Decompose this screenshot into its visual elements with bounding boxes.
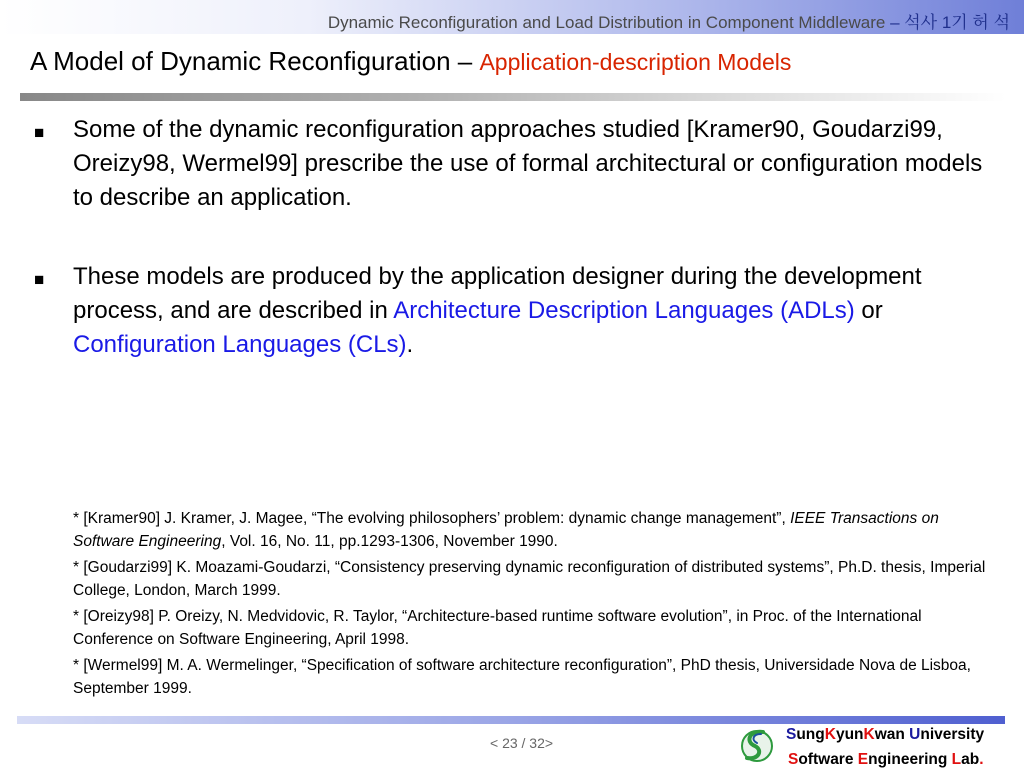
reference-item: * [Wermel99] M. A. Wermelinger, “Specification of software architecture reconfiguration”, PhD thesis, Universidade Nova de Lisboa, September 1999. <box>73 657 971 697</box>
university-name: SungKyunKwan University <box>786 726 985 743</box>
bullet-text-2 <box>73 260 1003 362</box>
reference-venue: IEEE Transactions on Software Engineering <box>73 510 939 550</box>
footer-divider <box>17 716 1005 724</box>
page-number: < 23 / 32> <box>490 735 554 751</box>
reference-item: * [Kramer90] J. Kramer, J. Magee, “The evolving philosophers’ problem: dynamic change management”, IEEE Transactions on Software Engineering, Vol. 16, No. 11, pp.1293-1306, November 1990. <box>73 510 939 550</box>
lab-name: Software Engineering Lab. <box>788 751 984 768</box>
title-sub: Application-description Models <box>479 49 792 75</box>
bullet-text-2b: or <box>854 297 883 324</box>
bullet-marker: ■ <box>34 270 45 289</box>
bullet-text-1: Some of the dynamic reconfiguration approaches studied [Kramer90, Goudarzi99, Oreizy98, Wermel99] prescribe the use of formal architectural or configuration models to describe an application. <box>73 116 983 211</box>
adl-term: Architecture Description Languages (ADLs) <box>393 297 855 324</box>
title-divider <box>20 93 1006 101</box>
running-title: Dynamic Reconfiguration and Load Distribution in Component Middleware <box>327 13 886 32</box>
skku-logo-icon <box>739 726 775 764</box>
reference-item: * [Oreizy98] P. Oreizy, N. Medvidovic, R. Taylor, “Architecture-based runtime software evolution”, in Proc. of the International Conference on Software Engineering, April 1998. <box>73 608 922 648</box>
slide-title <box>30 46 791 77</box>
author-label: – 석사 1기 허 석 <box>890 13 1010 32</box>
bullet-text-2c: . <box>406 331 414 358</box>
references <box>73 508 1003 704</box>
running-header <box>328 8 1010 33</box>
cl-term: Configuration Languages (CLs) <box>73 331 407 358</box>
bullet-text-2a: These models are produced by the application designer during the development process, and are described in <box>73 263 922 324</box>
bullet-marker: ■ <box>34 123 45 142</box>
title-main: A Model of Dynamic Reconfiguration – <box>30 46 473 76</box>
reference-item: * [Goudarzi99] K. Moazami-Goudarzi, “Consistency preserving dynamic reconfiguration of distributed systems”, Ph.D. thesis, Imperial College, London, March 1999. <box>73 559 986 599</box>
